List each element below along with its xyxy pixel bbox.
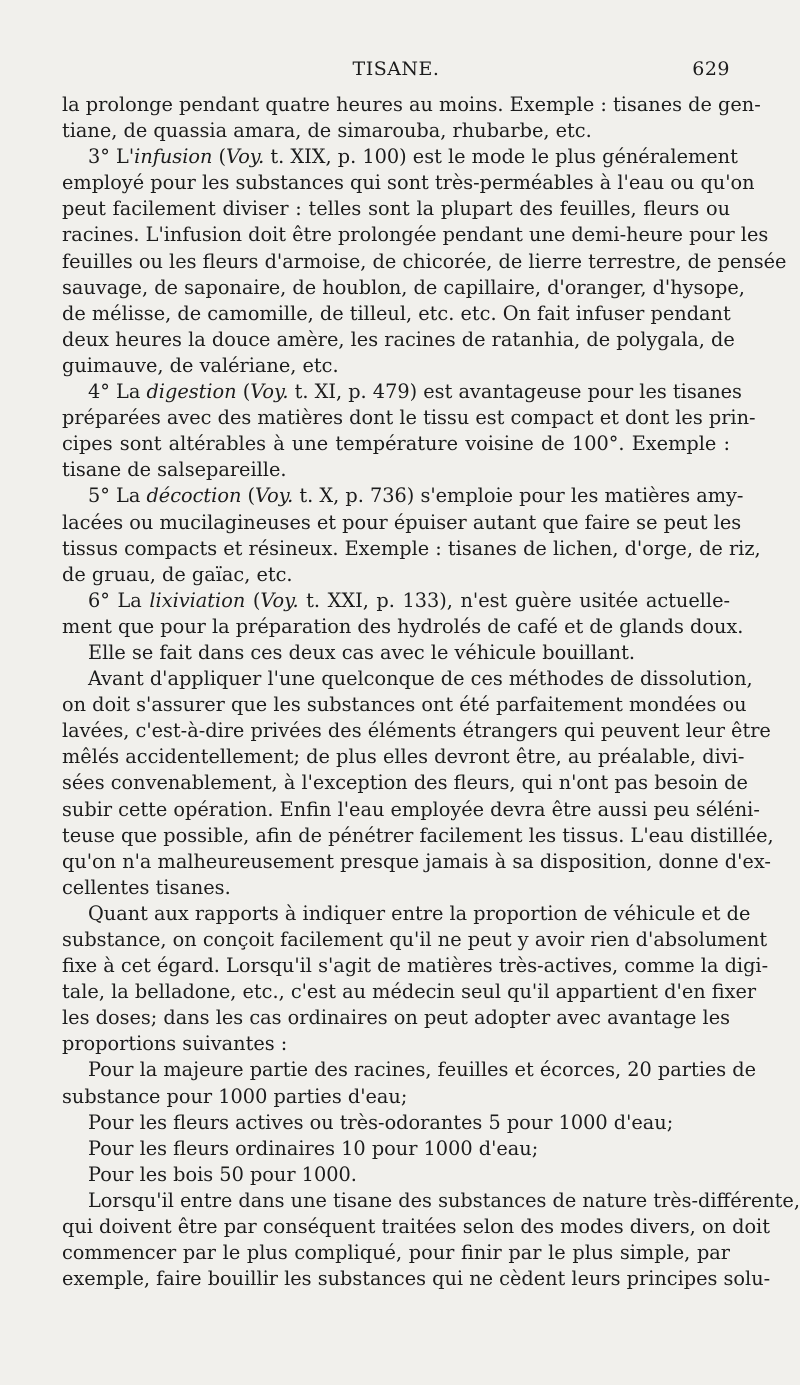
italic-text: Voy. — [226, 145, 265, 169]
text-line: cellentes tisanes. — [62, 875, 231, 899]
text-line: tissus compacts et résineux. Exemple : tisanes de lichen, d'orge, de riz, — [62, 536, 761, 560]
paragraph — [62, 1110, 730, 1136]
text-line: Elle se fait dans ces deux cas avec le véhicule bouillant. — [88, 640, 635, 664]
text-line: lavées, c'est-à-dire privées des éléments étrangers qui peuvent leur être — [62, 719, 771, 743]
paragraph — [62, 1057, 757, 1109]
text-line: lacées ou mucilagineuses et pour épuiser autant que faire se peut les — [62, 510, 742, 534]
text-line: Pour la majeure partie des racines, feuilles et écorces, 20 parties de — [88, 1058, 757, 1082]
text-line: Lorsqu'il entre dans une tisane des substances de nature très-différente, — [88, 1188, 800, 1212]
page-number: 629 — [692, 58, 730, 80]
text-line: 5° La décoction (Voy. t. X, p. 736) s'emploie pour les matières amy- — [88, 484, 744, 508]
text-line: exemple, faire bouillir les substances qui ne cèdent leurs principes solu- — [62, 1267, 771, 1291]
paragraph — [62, 144, 787, 379]
text-line: de mélisse, de camomille, de tilleul, etc. etc. On fait infuser pendant — [62, 301, 731, 325]
paragraph — [62, 666, 774, 901]
italic-text: lixiviation — [149, 588, 246, 612]
text-line: tisane de salsepareille. — [62, 458, 287, 482]
italic-text: digestion — [146, 380, 237, 404]
text-line: Quant aux rapports à indiquer entre la proportion de véhicule et de — [88, 901, 751, 925]
text-line: qui doivent être par conséquent traitées selon des modes divers, on doit — [62, 1215, 770, 1239]
text-line: mêlés accidentellement; de plus elles devront être, au préalable, divi- — [62, 745, 745, 769]
running-title: TISANE. — [352, 58, 440, 80]
text-line: on doit s'assurer que les substances ont été parfaitement mondées ou — [62, 693, 747, 717]
text-line: Avant d'appliquer l'une quelconque de ces méthodes de dissolution, — [88, 667, 753, 691]
text-line: deux heures la douce amère, les racines de ratanhia, de polygala, de — [62, 327, 735, 351]
running-head — [62, 58, 730, 86]
italic-text: Voy. — [255, 484, 294, 508]
paragraph — [62, 92, 761, 144]
text-line: peut facilement diviser : telles sont la plupart des feuilles, fleurs ou — [62, 197, 730, 221]
text-line: Pour les fleurs actives ou très-odorantes 5 pour 1000 d'eau; — [88, 1110, 674, 1134]
paragraph — [62, 640, 730, 666]
paragraph — [62, 1162, 730, 1188]
text-line: fixe à cet égard. Lorsqu'il s'agit de matières très-actives, comme la digi- — [62, 954, 769, 978]
paragraph — [62, 379, 756, 483]
text-line: tiane, de quassia amara, de simarouba, rhubarbe, etc. — [62, 119, 592, 143]
paragraph — [62, 1188, 800, 1292]
text-line: proportions suivantes : — [62, 1032, 288, 1056]
text-line: 3° L'infusion (Voy. t. XIX, p. 100) est le mode le plus généralement — [88, 145, 738, 169]
text-line: cipes sont altérables à une température voisine de 100°. Exemple : — [62, 432, 730, 456]
text-line: Pour les bois 50 pour 1000. — [88, 1162, 357, 1186]
text-line: les doses; dans les cas ordinaires on peut adopter avec avantage les — [62, 1006, 730, 1030]
italic-text: décoction — [146, 484, 242, 508]
text-line: teuse que possible, afin de pénétrer facilement les tissus. L'eau distillée, — [62, 823, 774, 847]
text-line: 6° La lixiviation (Voy. t. XXI, p. 133), n'est guère usitée actuelle- — [88, 588, 730, 612]
paragraph — [62, 901, 769, 1058]
text-line: employé pour les substances qui sont très-perméables à l'eau ou qu'on — [62, 171, 755, 195]
text-line: commencer par le plus compliqué, pour finir par le plus simple, par — [62, 1241, 730, 1265]
paragraph — [62, 483, 761, 587]
body-text — [62, 92, 800, 1292]
italic-text: Voy. — [260, 588, 299, 612]
text-line: Pour les fleurs ordinaires 10 pour 1000 d'eau; — [88, 1136, 539, 1160]
text-line: substance pour 1000 parties d'eau; — [62, 1084, 408, 1108]
text-line: la prolonge pendant quatre heures au moins. Exemple : tisanes de gen- — [62, 93, 761, 116]
text-line: feuilles ou les fleurs d'armoise, de chicorée, de lierre terrestre, de pensée — [62, 249, 787, 273]
text-line: ment que pour la préparation des hydrolés de café et de glands doux. — [62, 614, 744, 638]
text-line: substance, on conçoit facilement qu'il ne peut y avoir rien d'absolument — [62, 928, 768, 951]
text-line: 4° La digestion (Voy. t. XI, p. 479) est avantageuse pour les tisanes — [88, 380, 742, 404]
paragraph — [62, 1136, 730, 1162]
text-line: subir cette opération. Enfin l'eau employée devra être aussi peu séléni- — [62, 797, 760, 821]
text-line: tale, la belladone, etc., c'est au médecin seul qu'il appartient d'en fixer — [62, 980, 757, 1004]
paragraph — [62, 588, 744, 640]
text-line: sées convenablement, à l'exception des fleurs, qui n'ont pas besoin de — [62, 771, 748, 795]
text-line: de gruau, de gaïac, etc. — [62, 562, 293, 586]
text-line: préparées avec des matières dont le tissu est compact et dont les prin- — [62, 406, 756, 430]
text-line: qu'on n'a malheureusement presque jamais à sa disposition, donne d'ex- — [62, 849, 771, 873]
text-line: sauvage, de saponaire, de houblon, de capillaire, d'oranger, d'hysope, — [62, 275, 745, 299]
text-line: guimauve, de valériane, etc. — [62, 353, 339, 377]
text-line: racines. L'infusion doit être prolongée pendant une demi-heure pour les — [62, 223, 769, 247]
italic-text: infusion — [134, 145, 213, 169]
italic-text: Voy. — [250, 380, 289, 404]
